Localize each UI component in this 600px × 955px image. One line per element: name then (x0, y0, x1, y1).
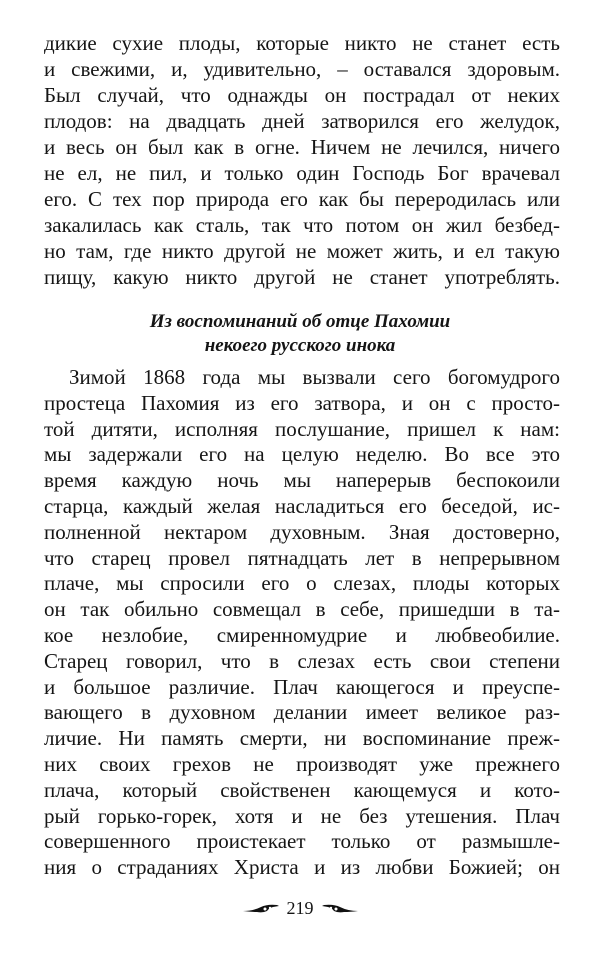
text-line: вающего в духовном делании имеет великое раз- (44, 700, 560, 725)
text-line: рый горько-горек, хотя и не без утешения. Плач (44, 803, 560, 828)
text-line: Зимой 1868 года мы вызвали сего богомудрого (69, 365, 560, 389)
heading-line-2: некоего русского инока (204, 335, 396, 356)
text-line: и свежими, и, удивительно, – оставался здоровым. (44, 57, 560, 81)
text-line: простеца Пахомия из его затвора, и он с просто- (44, 390, 560, 415)
paragraph-2 (44, 365, 560, 881)
text-line: и большое различие. Плач кающегося и преуспе- (44, 674, 560, 699)
text-line: время каждую ночь мы наперерыв беспокоили (44, 468, 560, 493)
text-line: плача, который свойственен кающемуся и кото- (44, 777, 560, 802)
paragraph-1 (44, 30, 560, 290)
page-number: 219 (286, 898, 314, 918)
page-footer (0, 896, 600, 920)
text-line: мы задержали его на целую неделю. Во все это (44, 442, 560, 467)
text-line: старца, каждый желая насладиться его беседой, ис- (44, 493, 560, 518)
text-line: пищу, какую никто другой не станет употреблять. (44, 265, 560, 289)
text-line: ния о страданиях Христа и из любви Божией; он (44, 855, 560, 880)
text-line: что старец провел пятнадцать лет в непрерывном (44, 545, 560, 570)
text-line: плодов: на двадцать дней затворился его желудок, (44, 109, 560, 133)
ornament-left-icon (243, 902, 279, 914)
text-line: он так обильно совмещал в себе, пришедши в та- (44, 597, 560, 622)
text-line: той дитяти, исполняя послушание, пришел к нам: (44, 416, 560, 441)
text-line: Был случай, что однажды он пострадал от неких (44, 83, 560, 107)
text-line: дикие сухие плоды, которые никто не станет есть (44, 31, 560, 55)
text-line: и весь он был как в огне. Ничем не лечился, ничего (44, 135, 560, 159)
text-line: кое незлобие, смиренномудрие и любвеобилие. (44, 622, 560, 647)
text-line: плаче, мы спросили его о слезах, плоды которых (44, 571, 560, 596)
heading-line-1: Из воспоминаний об отце Пахомии (149, 311, 451, 332)
text-line: личие. Ни память смерти, ни воспоминание преж- (44, 726, 560, 751)
text-line: Старец говорил, что в слезах есть свои степени (44, 648, 560, 673)
text-line: но там, где никто другой не может жить, и ел такую (44, 239, 560, 263)
text-line: полненной нектаром духовным. Зная достоверно, (44, 519, 560, 544)
text-line: его. С тех пор природа его как бы переродилась или (44, 187, 560, 211)
section-heading (0, 310, 600, 358)
text-line: них своих грехов не производят уже прежнего (44, 751, 560, 776)
text-line: совершенного проистекает только от размышле- (44, 829, 560, 854)
ornament-right-icon (322, 902, 358, 914)
text-line: закалилась как сталь, так что потом он жил безбед- (44, 213, 560, 237)
text-line: не ел, не пил, и только один Господь Бог врачевал (44, 161, 560, 185)
